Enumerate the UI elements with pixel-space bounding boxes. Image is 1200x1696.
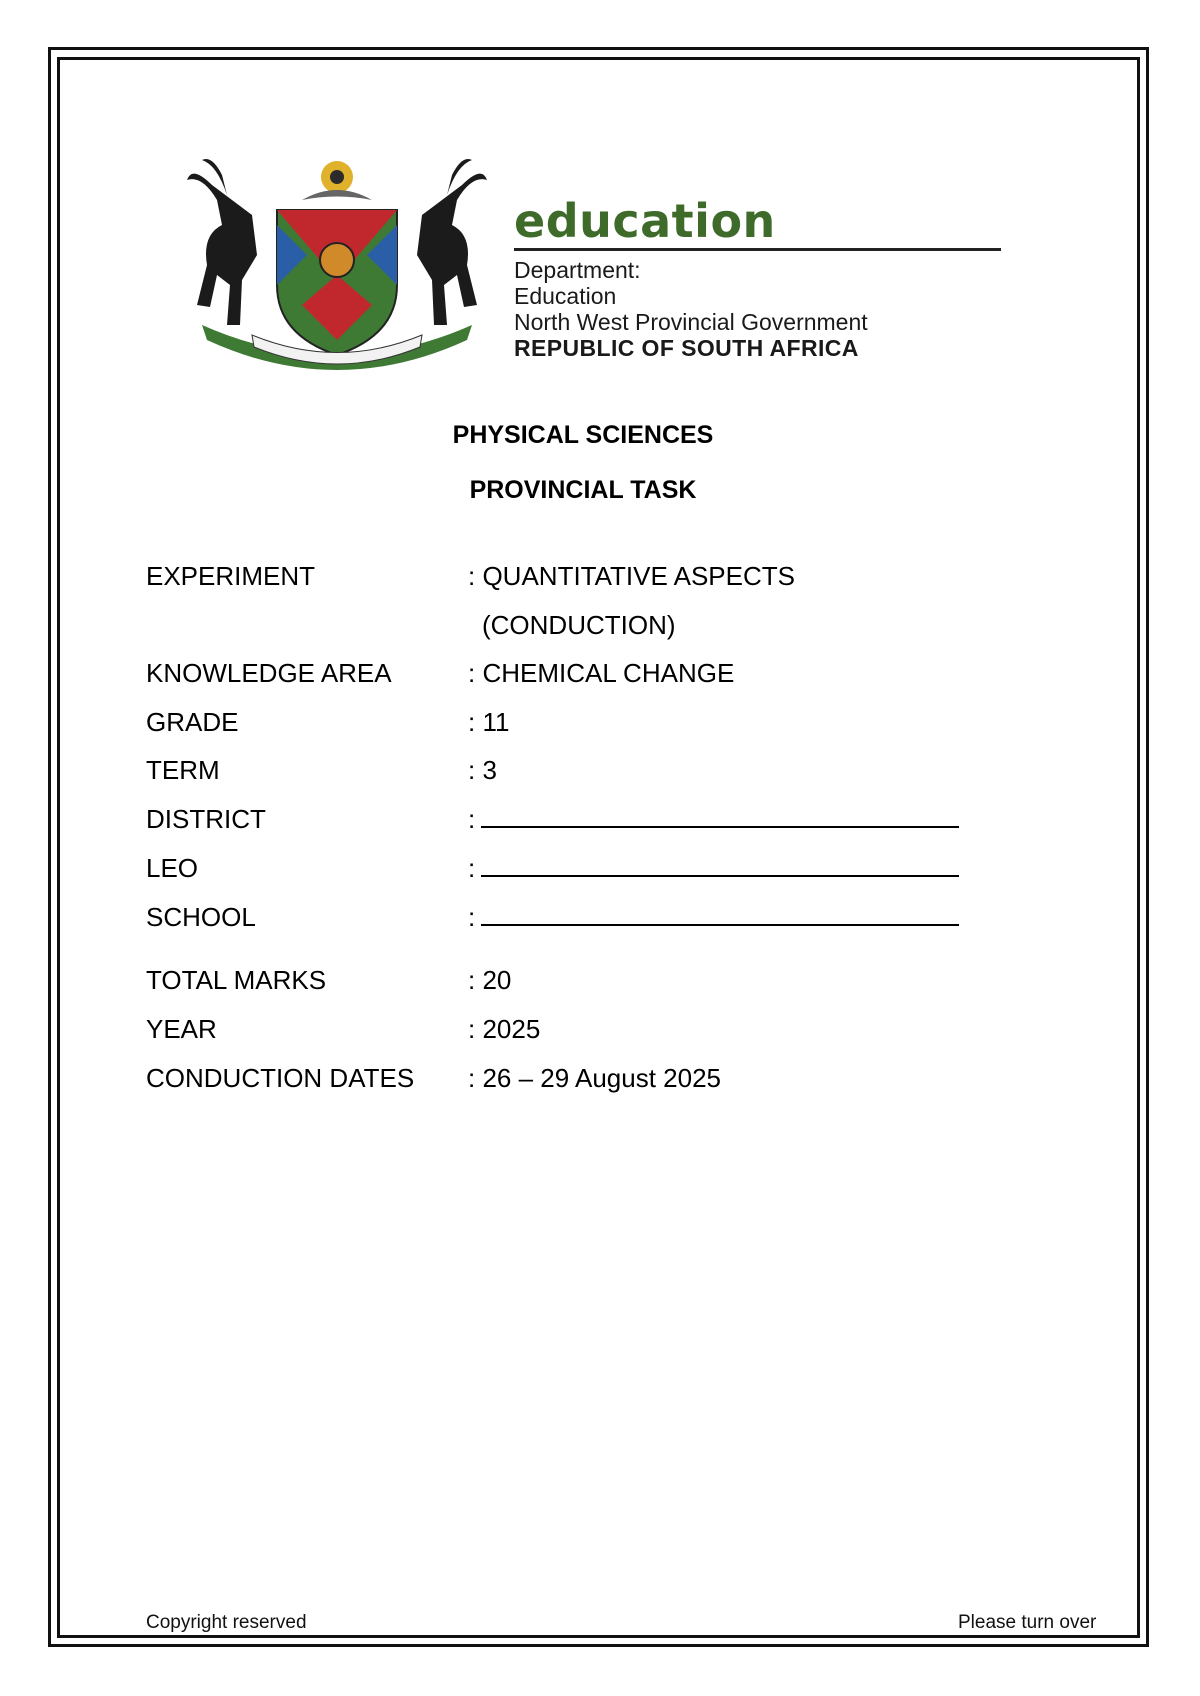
district-blank-line[interactable] (481, 804, 959, 828)
field-value: : 26 – 29 August 2025 (468, 1063, 721, 1093)
footer-copyright: Copyright reserved (146, 1612, 307, 1633)
shield-icon (277, 210, 397, 355)
field-district (146, 803, 959, 835)
left-antelope-icon (187, 159, 257, 325)
field-value: : QUANTITATIVE ASPECTS (468, 561, 795, 591)
logo-line-department: Department: (514, 257, 641, 283)
field-label: CONDUCTION DATES (146, 1063, 415, 1093)
field-label: DISTRICT (146, 804, 266, 834)
page-subtitle: PROVINCIAL TASK (469, 476, 697, 504)
field-label: TOTAL MARKS (146, 965, 327, 995)
field-label: SCHOOL (146, 902, 256, 932)
field-conduction-dates (146, 1062, 721, 1094)
field-value: : (468, 853, 476, 883)
logo-line-government: North West Provincial Government (514, 309, 868, 335)
field-value: : 11 (468, 707, 510, 737)
field-label: TERM (146, 755, 220, 785)
field-total-marks (146, 964, 511, 996)
sunflower-crest-icon (302, 161, 372, 200)
field-experiment (146, 560, 795, 592)
field-value: : 3 (468, 755, 497, 785)
department-logo-text (514, 196, 1014, 361)
field-value: : 2025 (468, 1014, 541, 1044)
field-label: YEAR (146, 1014, 217, 1044)
field-label: KNOWLEDGE AREA (146, 658, 392, 688)
field-year (146, 1013, 540, 1045)
field-label: EXPERIMENT (146, 561, 316, 591)
logo-line-education: Education (514, 283, 617, 309)
field-label: LEO (146, 853, 199, 883)
field-value: : CHEMICAL CHANGE (468, 658, 735, 688)
field-grade (146, 706, 509, 738)
field-experiment-cont (146, 609, 676, 641)
logo-wordmark: education (514, 194, 776, 248)
coat-of-arms-logo (182, 155, 492, 385)
field-knowledge-area (146, 657, 734, 689)
right-antelope-icon (417, 159, 487, 325)
logo-divider (514, 248, 1001, 251)
field-leo (146, 852, 959, 884)
field-value: (CONDUCTION) (482, 610, 676, 640)
field-school (146, 901, 959, 933)
field-term (146, 754, 497, 786)
logo-line-republic: REPUBLIC OF SOUTH AFRICA (514, 335, 859, 361)
field-value: : 20 (468, 965, 512, 995)
page-title: PHYSICAL SCIENCES (452, 421, 714, 449)
leo-blank-line[interactable] (481, 853, 959, 877)
field-value: : (468, 902, 476, 932)
school-blank-line[interactable] (481, 902, 959, 926)
field-value: : (468, 804, 476, 834)
footer-turn-over: Please turn over (958, 1612, 1097, 1633)
field-label: GRADE (146, 707, 239, 737)
